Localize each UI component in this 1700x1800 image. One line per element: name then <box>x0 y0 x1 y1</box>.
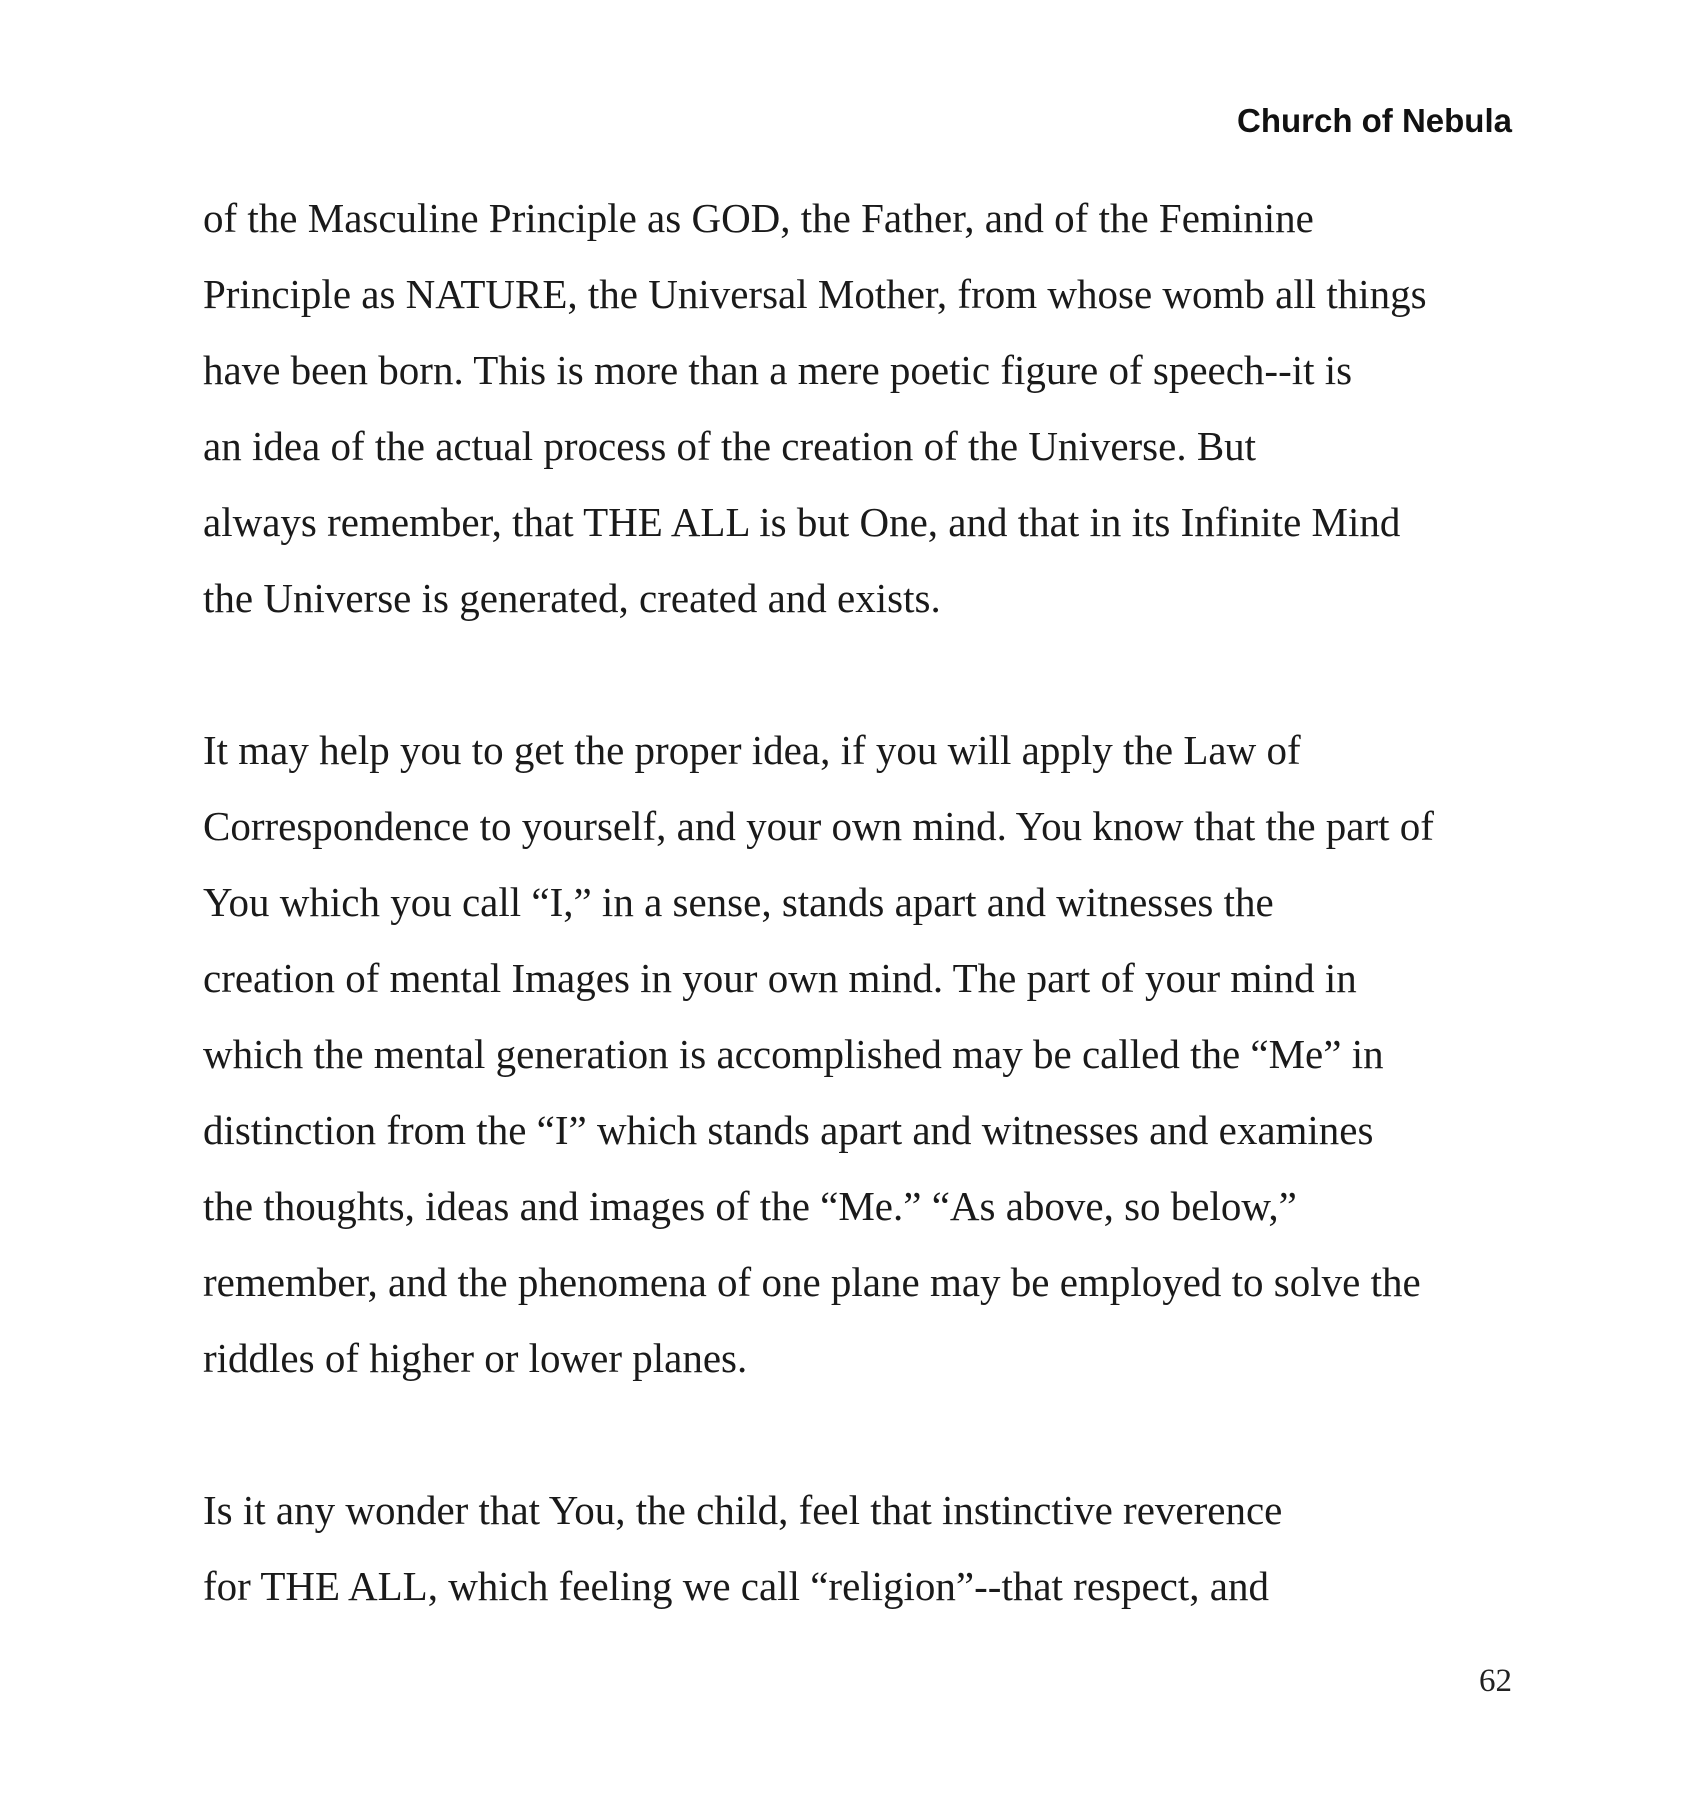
text-line: of the Masculine Principle as GOD, the Father, and of the Feminine <box>203 195 1314 241</box>
text-line: Correspondence to yourself, and your own mind. You know that the part of <box>203 803 1434 849</box>
text-line: for THE ALL, which feeling we call “religion”--that respect, and <box>203 1563 1269 1609</box>
text-line: which the mental generation is accomplished may be called the “Me” in <box>203 1031 1384 1077</box>
text-line: You which you call “I,” in a sense, stands apart and witnesses the <box>203 879 1274 925</box>
text-line: the Universe is generated, created and exists. <box>203 575 941 621</box>
text-line: It may help you to get the proper idea, if you will apply the Law of <box>203 727 1301 773</box>
text-line: remember, and the phenomena of one plane may be employed to solve the <box>203 1259 1421 1305</box>
text-line: creation of mental Images in your own mind. The part of your mind in <box>203 955 1357 1001</box>
text-line: an idea of the actual process of the creation of the Universe. But <box>203 423 1257 469</box>
text-line: Is it any wonder that You, the child, feel that instinctive reverence <box>203 1487 1283 1533</box>
text-line: Principle as NATURE, the Universal Mother, from whose womb all things <box>203 271 1427 317</box>
text-line: distinction from the “I” which stands apart and witnesses and examines <box>203 1107 1374 1153</box>
text-line: riddles of higher or lower planes. <box>203 1335 748 1381</box>
text-line: have been born. This is more than a mere poetic figure of speech--it is <box>203 347 1353 393</box>
text-line: the thoughts, ideas and images of the “Me.” “As above, so below,” <box>203 1183 1297 1229</box>
text-line: always remember, that THE ALL is but One, and that in its Infinite Mind <box>203 499 1401 545</box>
page-number: 62 <box>1479 1663 1512 1699</box>
running-header-title: Church of Nebula <box>1236 102 1512 139</box>
